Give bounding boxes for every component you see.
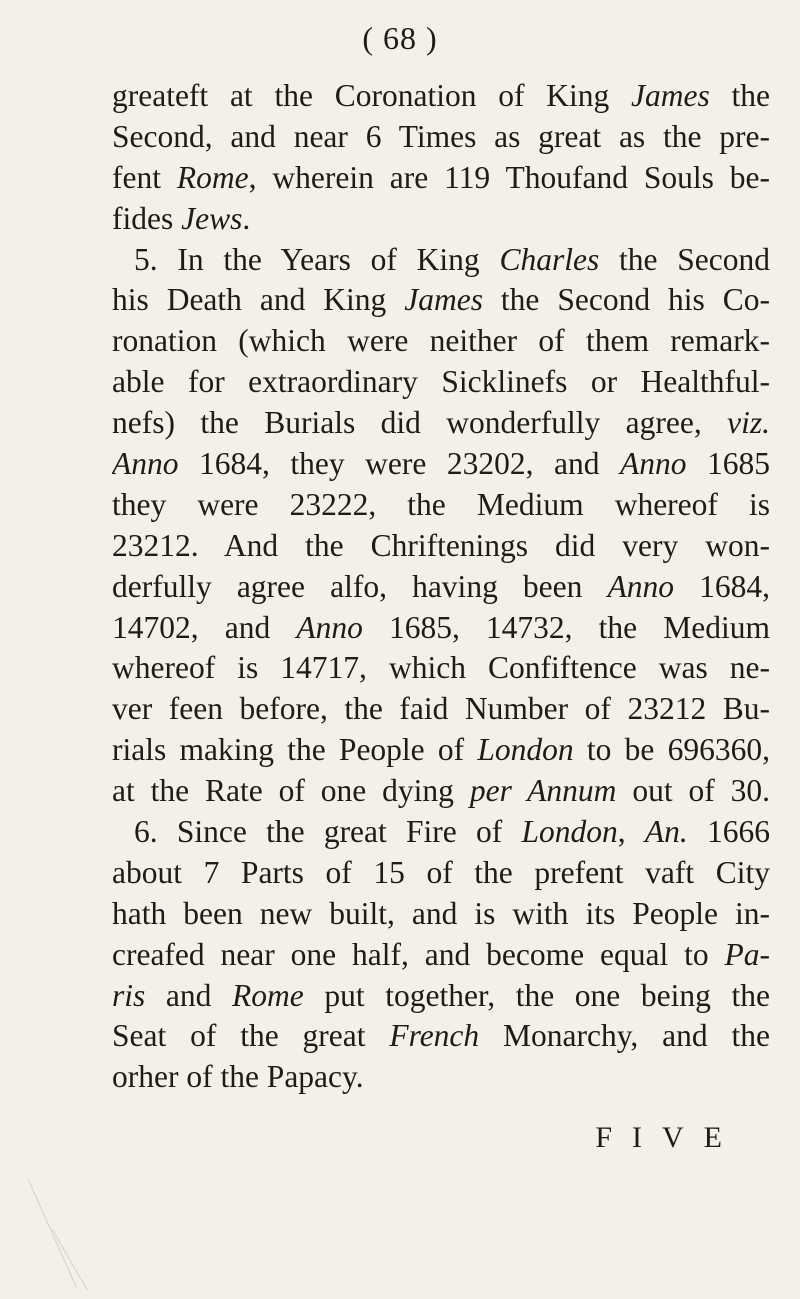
italic-text: Rome [232, 977, 304, 1013]
italic-text: James [404, 282, 483, 318]
text-line: Anno 1684, they were 23202, and Anno 1685 [112, 446, 770, 482]
italic-text: ris [112, 977, 146, 1013]
text-line: ver feen before, the faid Number of 23212 Bu- [112, 691, 770, 727]
text-line: Seat of the great French Monarchy, and the [112, 1018, 770, 1054]
text-line: 6. Since the great Fire of London, An. 1666 [134, 814, 770, 850]
catchword: FIVE [595, 1121, 742, 1154]
text-line: 14702, and Anno 1685, 14732, the Medium [112, 609, 770, 645]
italic-text: Jews [181, 200, 243, 236]
text-line: Second, and near 6 Times as great as the pre- [112, 118, 770, 154]
text-line: orher of the Papacy. [112, 1059, 364, 1095]
italic-text: London [521, 814, 618, 850]
text-line: fent Rome, wherein are 119 Thoufand Souls be- [112, 159, 770, 195]
page-number: ( 68 ) [362, 20, 438, 56]
text-line: his Death and King James the Second his Co- [112, 282, 770, 318]
italic-text: Rome [176, 159, 249, 195]
italic-text: London [477, 732, 574, 768]
italic-text: Anno [112, 446, 179, 482]
paper-crease [52, 1230, 88, 1291]
text-line: fides Jews. [112, 200, 251, 236]
italic-text: Anno [296, 609, 363, 645]
paper-crease [28, 1180, 77, 1288]
italic-text: James [631, 78, 710, 113]
text-line: ronation (which were neither of them remark- [112, 323, 770, 359]
body-text [112, 76, 770, 1098]
text-line: able for extraordinary Sicklinefs or Healthful- [112, 364, 770, 400]
italic-text: Anno [607, 568, 675, 604]
text-line: 5. In the Years of King Charles the Second [134, 241, 770, 277]
italic-text: French [389, 1018, 480, 1054]
italic-text: viz. [727, 405, 770, 441]
text-line: derfully agree alfo, having been Anno 1684, [112, 568, 770, 604]
text-line: rials making the People of London to be 696360, [112, 732, 770, 768]
text-line: ris and Rome put together, the one being the [112, 977, 770, 1013]
italic-text: An. [644, 814, 688, 850]
text-line: hath been new built, and is with its People in- [112, 895, 770, 931]
text-line: greateft at the Coronation of King James the [112, 78, 770, 113]
text-line: nefs) the Burials did wonderfully agree, viz. [112, 405, 770, 441]
italic-text: Pa- [724, 936, 770, 972]
text-line: at the Rate of one dying per Annum out of 30. [112, 773, 770, 809]
text-line: creafed near one half, and become equal to Pa- [112, 936, 770, 972]
italic-text: Anno [619, 446, 687, 482]
italic-text: per Annum [469, 773, 617, 809]
text-line: they were 23222, the Medium whereof is [112, 486, 770, 522]
italic-text: Charles [499, 241, 600, 277]
text-line: about 7 Parts of 15 of the prefent vaft City [112, 854, 770, 890]
text-line: 23212. And the Chriftenings did very won- [112, 527, 770, 563]
text-line: whereof is 14717, which Confiftence was ne- [112, 650, 770, 686]
